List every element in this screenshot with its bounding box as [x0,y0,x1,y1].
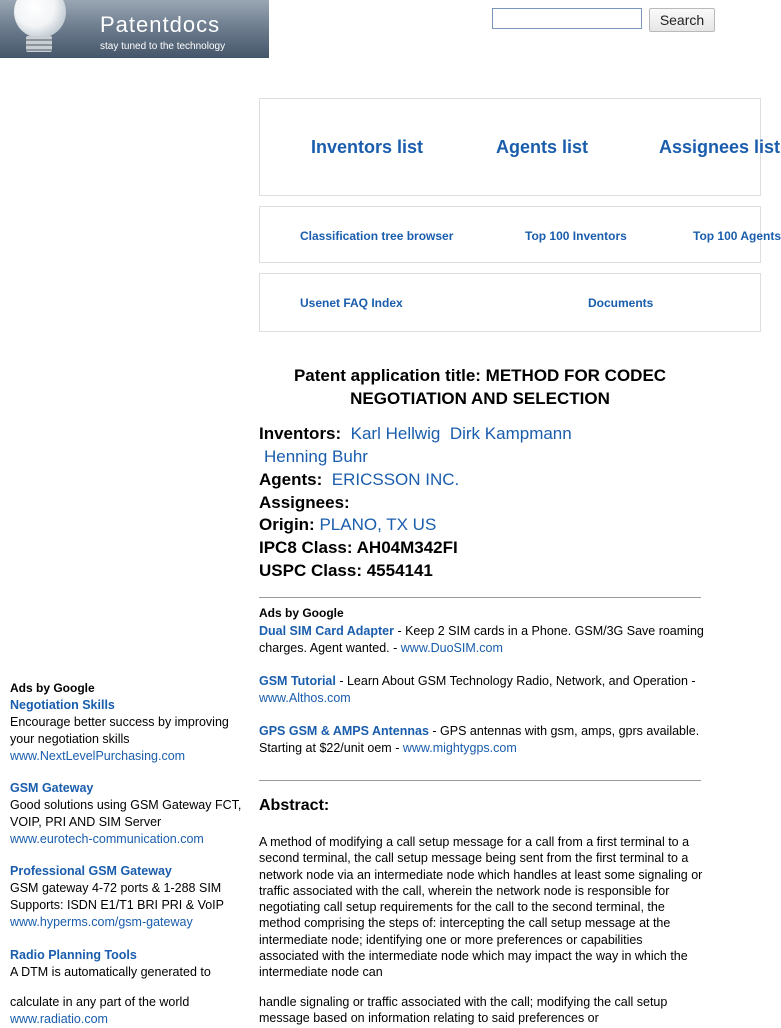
ad-title-link[interactable]: GSM Tutorial [259,674,336,688]
side-ad-text: A DTM is automatically generated to [10,965,211,979]
side-ad-item [10,863,255,931]
side-ad-title-link[interactable]: Negotiation Skills [10,698,115,712]
ad-text: - GPS antennas with gsm, amps, gprs available. Starting at $22/unit oem - [259,724,700,755]
ad-item [259,673,704,707]
inventors-row-2 [264,447,368,467]
inventors-row [259,424,572,444]
ad-item [259,723,704,757]
page-title: Patent application title: METHOD FOR CODEC NEGOTIATION AND SELECTION [293,366,667,408]
origin-link[interactable]: PLANO, TX US [319,515,437,534]
abstract-text: A method of modifying a call setup message for a call from a first terminal to a second terminal, the call setup message being sent from the first terminal to a network node via an intermediate node which handles at least some signaling or traffic associated with the call, wherein the network node is responsible for negotiating call setup requirements for the call to the second terminal, the method comprising the steps of: intercepting the call setup message at the intermediate node; identifying one or more preferences or capabilities associated with the intermediate node which may impact the way in which the intermediate node can [259,835,703,980]
nav-area [0,0,781,340]
ad-url-link[interactable]: www.DuoSIM.com [400,641,503,655]
side-ad-text: Good solutions using GSM Gateway FCT, VOIP, PRI AND SIM Server [10,798,242,829]
nav-documents[interactable]: Documents [588,296,654,310]
side-ad-text: calculate in any part of the world [10,995,190,1009]
nav-box-primary [259,98,781,196]
side-ad-title-link[interactable]: GSM Gateway [10,781,94,795]
side-ad-url-link[interactable]: www.eurotech-communication.com [10,832,204,846]
ad-url-link[interactable]: www.Althos.com [259,691,351,705]
ad-url-link[interactable]: www.mightygps.com [402,741,517,755]
inventor-link[interactable]: Henning Buhr [264,447,368,466]
nav-inventors-list[interactable]: Inventors list [311,137,424,157]
side-ad-item [10,697,255,765]
ad-title-link[interactable]: GPS GSM & AMPS Antennas [259,724,429,738]
logo-name: Patentdocs [100,12,221,37]
agents-label: Agents: [259,470,323,489]
side-ad-item [10,947,255,981]
side-ad-url-link[interactable]: www.radiatio.com [10,1012,108,1026]
ad-item [259,623,704,657]
abstract-heading: Abstract: [259,797,330,814]
ad-text: - Keep 2 SIM cards in a Phone. GSM/3G Save roaming charges. Agent wanted. - [259,624,704,655]
side-ad-text: Encourage better success by improving your negotiation skills [10,715,229,746]
uspc-class: USPC Class: 4554141 [259,561,433,580]
agent-link[interactable]: ERICSSON INC. [331,470,460,489]
inventor-link[interactable]: Karl Hellwig [350,424,441,443]
side-ad-title-link[interactable]: Professional GSM Gateway [10,864,172,878]
assignees-label: Assignees: [259,493,350,512]
side-ad-url-link[interactable]: www.hyperms.com/gsm-gateway [10,915,193,929]
nav-box-secondary [259,206,781,263]
nav-assignees-list[interactable]: Assignees list [659,137,781,157]
side-ad-text: GSM gateway 4-72 ports & 1-288 SIM Supports: ISDN E1/T1 BRI PRI & VoIP [10,881,224,912]
nav-classification-tree[interactable]: Classification tree browser [300,229,454,243]
abstract-text-continued: handle signaling or traffic associated with the call; modifying the call setup message based on information relating to said preferences or [259,995,668,1026]
divider [259,780,701,781]
side-ad-title-link[interactable]: Radio Planning Tools [10,948,137,962]
ad-title-link[interactable]: Dual SIM Card Adapter [259,624,394,638]
nav-box-tertiary [259,273,761,332]
origin-label: Origin: [259,515,315,534]
nav-top-100-agents[interactable]: Top 100 Agents [693,229,781,243]
ads-heading: Ads by Google [259,606,344,620]
nav-top-100-inventors[interactable]: Top 100 Inventors [525,229,627,243]
agents-row [259,470,459,490]
origin-row [259,515,436,535]
side-ads-heading: Ads by Google [10,681,95,695]
logo-tagline: stay tuned to the technology [100,41,226,52]
assignees-row [259,493,350,513]
search-button[interactable]: Search [649,8,715,32]
ipc8-class: IPC8 Class: AH04M342FI [259,538,458,557]
divider [259,597,701,598]
nav-usenet-faq-index[interactable]: Usenet FAQ Index [300,296,403,310]
ad-text: - Learn About GSM Technology Radio, Network, and Operation - [335,674,696,688]
side-ad-url-link[interactable]: www.NextLevelPurchasing.com [10,749,186,763]
inventor-link[interactable]: Dirk Kampmann [449,424,572,443]
inventors-label: Inventors: [259,424,342,443]
side-ad-item-continued [10,994,255,1028]
nav-agents-list[interactable]: Agents list [496,137,589,157]
side-ad-item [10,780,255,848]
